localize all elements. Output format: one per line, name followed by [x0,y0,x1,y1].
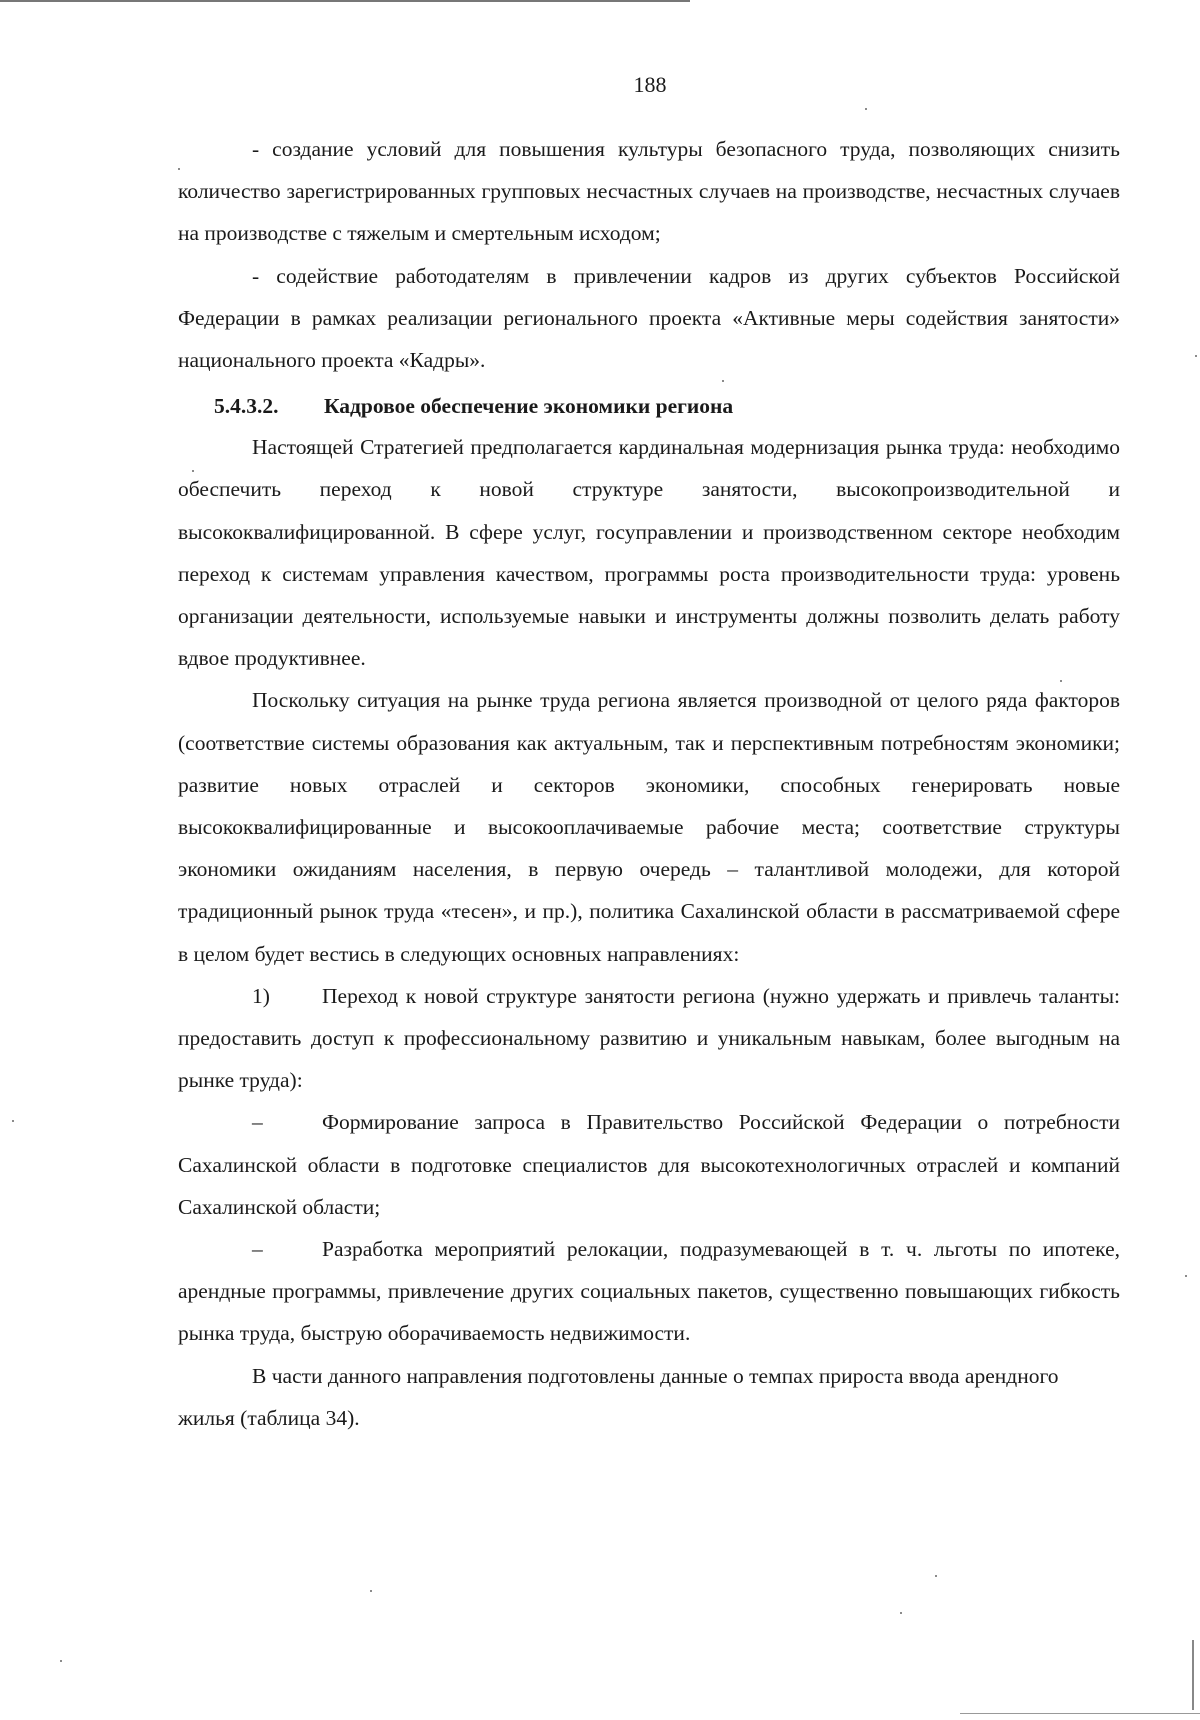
scan-speck [865,108,867,110]
scan-speck [192,470,194,472]
scan-right-edge [1192,1640,1194,1710]
dash-item-text: Формирование запроса в Правительство Российской Федерации о потребности Сахалинской области в подготовке специалистов для высокотехнологичных отраслей и компаний Сахалинской области; [178,1110,1120,1219]
paragraph-employer-assistance: - содействие работодателям в привлечении кадров из других субъектов Российской Федерации в рамках реализации регионального проекта «Активные меры содействия занятости» национального проекта «Кадры». [178,263,1120,373]
paragraph-strategy-modernization: Настоящей Стратегией предполагается кардинальная модернизация рынка труда: необходимо обеспечить переход к новой структуре занятости, высокопроизводительной и высококвалифицированной. В сфере услуг, госуправлении и производственном секторе необходим переход к системам управления качеством, программы роста производительности труда: уровень организации деятельности, используемые навыки и инструменты должны позволить делать работу вдвое продуктивнее. [178,435,1120,671]
numbered-item-1 [178,975,1120,1102]
scan-top-edge [0,0,690,2]
scan-speck [12,1120,14,1122]
numbered-item-text: Переход к новой структуре занятости региона (нужно удержать и привлечь таланты: предоставить доступ к профессиональному развитию и уникальным навыкам, более выгодным на рынке труда): [178,983,1120,1093]
scan-speck [900,1612,902,1614]
scan-speck [1060,680,1062,682]
dash-item-marker: – [252,1110,263,1135]
numbered-item-marker: 1) [252,983,270,1008]
section-heading [178,383,1120,426]
dash-item-1 [178,1101,1120,1228]
scan-speck [60,1660,62,1662]
scan-speck [1195,355,1197,357]
paragraph-rental-housing: В части данного направления подготовлены данные о темпах прироста ввода арендного жилья (таблица 34). [178,1363,1059,1430]
scan-speck [370,1590,372,1592]
scan-speck [1185,1275,1187,1277]
dash-item-marker: – [252,1237,263,1262]
dash-item-2 [178,1228,1120,1355]
scan-speck [178,168,180,170]
paragraph-labor-market-factors: Поскольку ситуация на рынке труда региона является производной от целого ряда факторов (соответствие системы образования как актуальным, так и перспективным потребностям экономики; развитие новых отраслей и секторов экономики, способных генерировать новые высококвалифицированные и высокооплачиваемые рабочие места; соответствие структуры экономики ожиданиям населения, в первую очередь – талантливой молодежи, для которой традиционный рынок труда «тесен», и пр.), политика Сахалинской области в рассматриваемой сфере в целом будет вестись в следующих основных направлениях: [178,688,1120,966]
scan-speck [935,1575,937,1577]
paragraph-safety-culture: - создание условий для повышения культуры безопасного труда, позволяющих снизить количество зарегистрированных групповых несчастных случаев на производстве, несчастных случаев на производстве с тяжелым и смертельным исходом; [178,137,1120,246]
section-title: Кадровое обеспечение экономики региона [324,394,734,419]
scan-bottom-edge [960,1713,1200,1714]
scan-speck [722,380,724,382]
dash-item-text: Разработка мероприятий релокации, подразумевающей в т. ч. льготы по ипотеке, арендные программы, привлечение других социальных пакетов, существенно повышающих гибкость рынка труда, быструю оборачиваемость недвижимости. [178,1237,1120,1346]
page-number: 188 [633,72,667,97]
document-body [178,128,1120,1439]
section-number: 5.4.3.2. [214,394,279,419]
